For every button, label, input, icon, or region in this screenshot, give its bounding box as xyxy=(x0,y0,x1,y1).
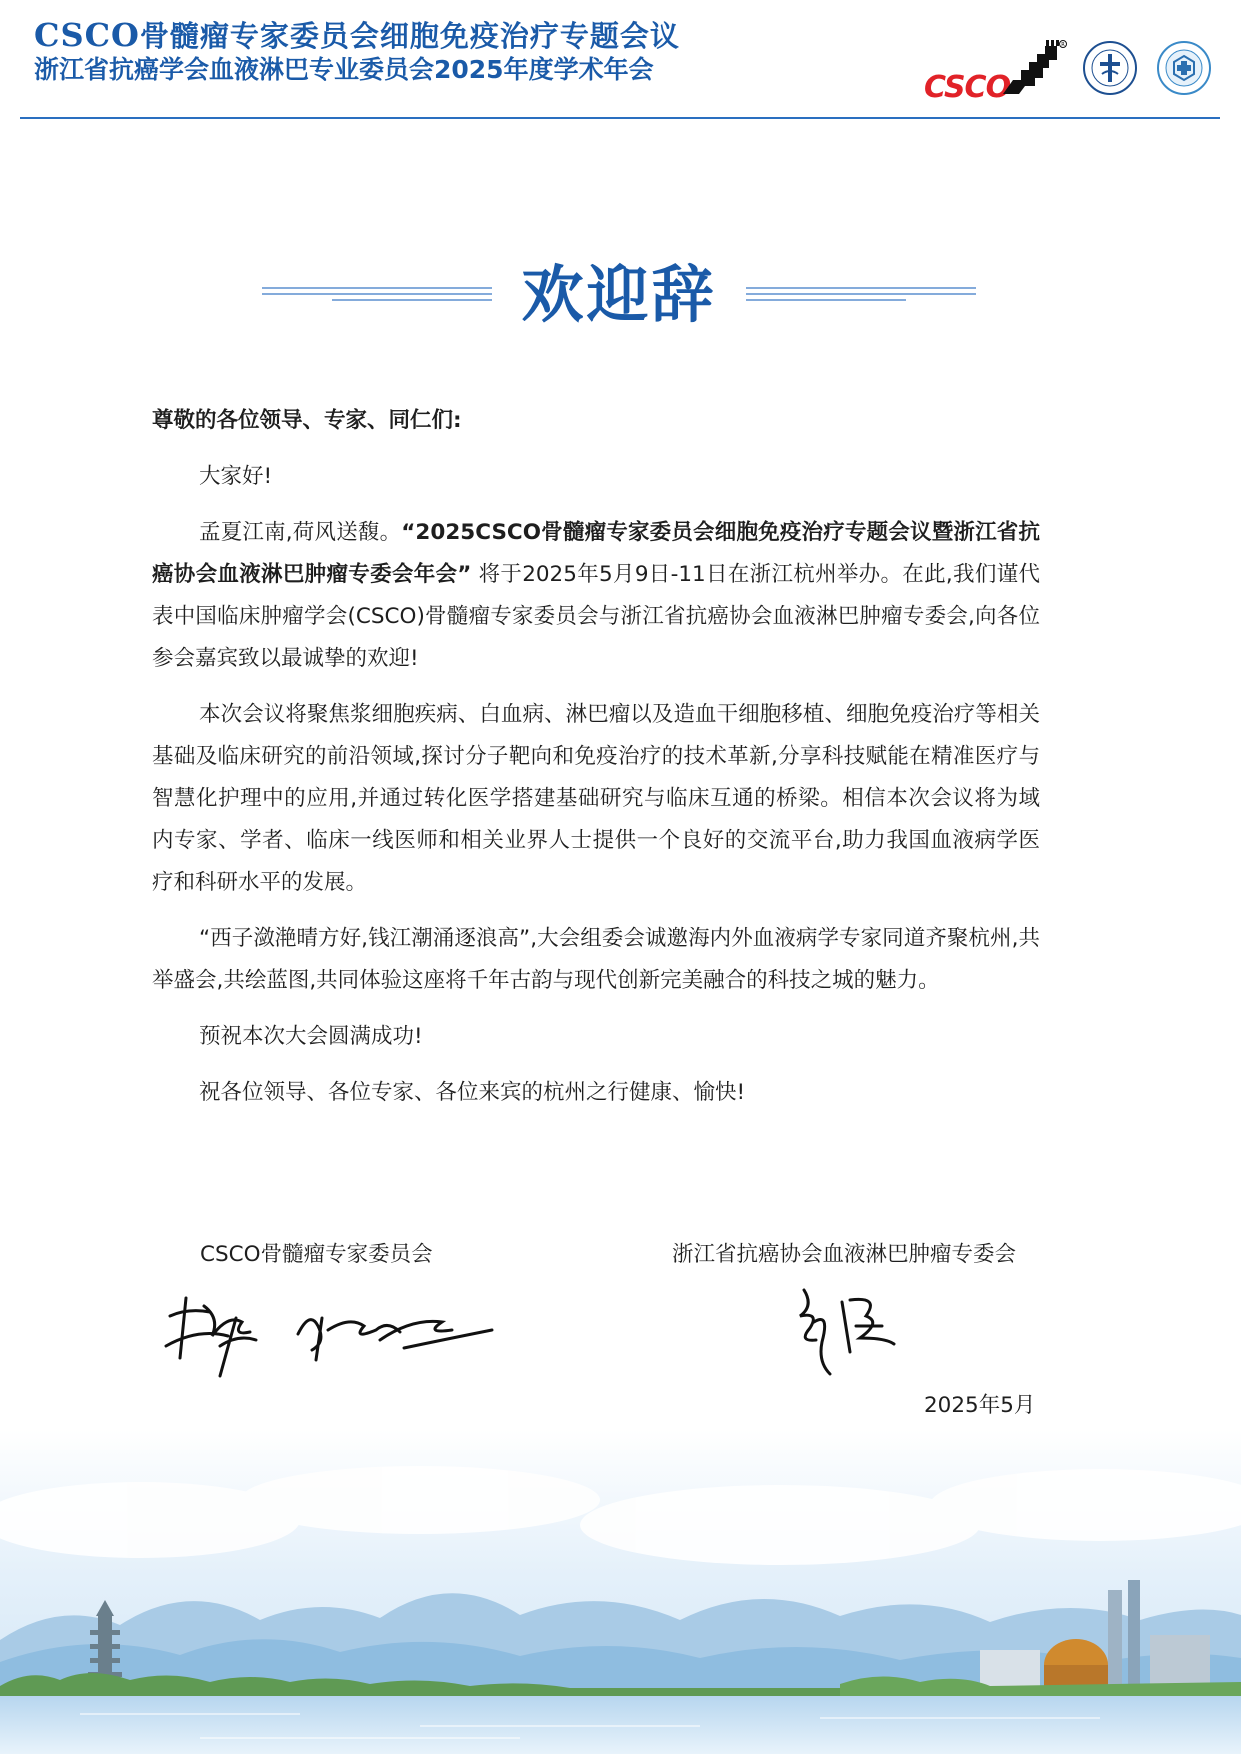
header-title-line2: 浙江省抗癌学会血液淋巴专业委员会2025年度学术年会 xyxy=(34,55,654,84)
signatory-org-right: 浙江省抗癌协会血液淋巴肿瘤专委会 xyxy=(672,1242,1017,1267)
great-wall-icon xyxy=(999,40,1069,100)
title-block xyxy=(262,255,976,335)
header-title-csco: CSCO xyxy=(34,16,140,54)
hospital-seal-icon xyxy=(1156,40,1212,96)
handwritten-signature-1 xyxy=(158,1288,276,1380)
header-title-line1 xyxy=(34,14,680,55)
signatory-org-left: CSCO骨髓瘤专家委员会 xyxy=(200,1242,433,1267)
greeting: 大家好! xyxy=(199,464,273,489)
page-title: 欢迎辞 xyxy=(521,258,717,331)
csco-logo-wordmark: CSCO xyxy=(924,70,1011,105)
handwritten-signature-3 xyxy=(790,1282,902,1378)
title-ornament-right xyxy=(746,280,976,310)
csco-logo xyxy=(924,40,1069,105)
society-seal-icon xyxy=(1082,40,1138,96)
paragraph-focus: 本次会议将聚焦浆细胞疾病、白血病、淋巴瘤以及造血干细胞移植、细胞免疫治疗等相关基础及临床研究的前沿领域,探讨分子靶向和免疫治疗的技术革新,分享科技赋能在精准医疗与智慧化护理中的应用,并通过转化医学搭建基础研究与临床互通的桥梁。相信本次会议将为域内专家、学者、临床一线医师和相关业界人士提供一个良好的交流平台,助力我国血液病学医疗和科研水平的发展。 xyxy=(152,702,1040,895)
paragraph-intro xyxy=(152,512,1040,680)
letter-date: 2025年5月 xyxy=(924,1393,1036,1418)
header-title-line1-text: 骨髓瘤专家委员会细胞免疫治疗专题会议 xyxy=(139,19,680,53)
salutation: 尊敬的各位领导、专家、同仁们: xyxy=(152,408,462,433)
svg-text:R: R xyxy=(1061,42,1065,48)
west-lake-skyline-illustration xyxy=(0,1430,1241,1754)
paragraph-invitation: “西子潋滟晴方好,钱江潮涌逐浪高”,大会组委会诚邀海内外血液病学专家同道齐聚杭州,共举盛会,共绘蓝图,共同体验这座将千年古韵与现代创新完美融合的科技之城的魅力。 xyxy=(152,926,1040,993)
paragraph-wish: 预祝本次大会圆满成功! xyxy=(199,1024,423,1049)
conference-name: “2025CSCO骨髓瘤专家委员会细胞免疫治疗专题会议暨浙江省抗癌协会血液淋巴肿瘤专委会年会” xyxy=(152,520,1040,587)
handwritten-signature-2 xyxy=(292,1300,498,1364)
paragraph-blessing: 祝各位领导、各位专家、各位来宾的杭州之行健康、愉快! xyxy=(199,1080,746,1105)
paragraph-intro-rest: 将于2025年5月9日-11日在浙江杭州举办。在此,我们谨代表中国临床肿瘤学会(CSCO)骨髓瘤专家委员会与浙江省抗癌协会血液淋巴肿瘤专委会,向各位参会嘉宾致以最诚挚的欢迎! xyxy=(152,562,1040,671)
paragraph-intro-lead: 孟夏江南,荷风送馥。 xyxy=(199,520,402,545)
page-header xyxy=(0,0,1241,120)
letter-body xyxy=(152,400,1040,1128)
header-divider xyxy=(20,117,1220,119)
